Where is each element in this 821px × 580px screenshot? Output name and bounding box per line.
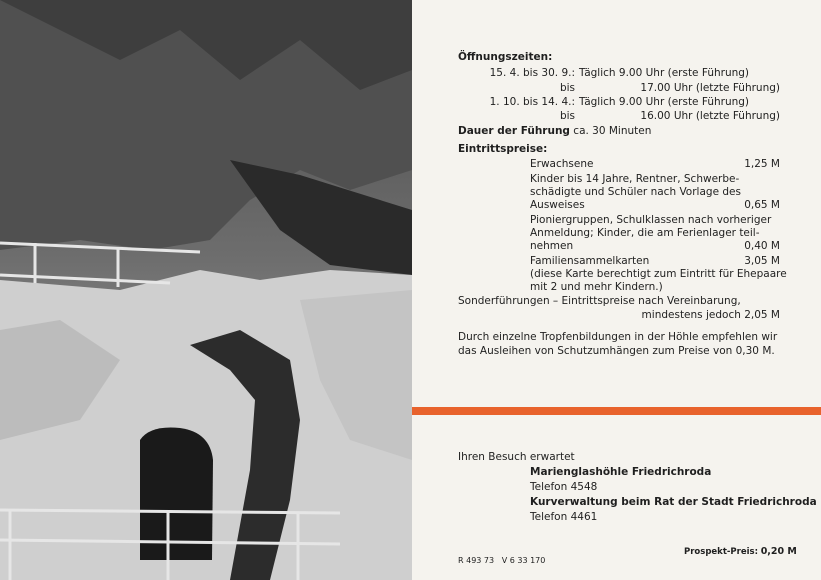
contact-intro: Ihren Besuch erwartet <box>458 451 575 463</box>
hours-period: 1. 10. bis 14. 4.: <box>489 96 575 108</box>
price-item-label: Pioniergruppen, Schulklassen nach vorheriger <box>530 214 772 226</box>
price-item-label: Familiensammelkarten <box>530 255 650 267</box>
price-item-label: Ausweises <box>530 199 585 211</box>
notice: das Ausleihen von Schutzumhängen zum Preise von 0,30 M. <box>458 345 775 357</box>
duration-value: ca. 30 Minuten <box>573 125 652 137</box>
prices-heading: Eintrittspreise: <box>458 143 548 155</box>
hours-desc: 16.00 Uhr (letzte Führung) <box>640 110 780 122</box>
family-note: (diese Karte berechtigt zum Eintritt für Ehepaare <box>530 268 787 280</box>
duration <box>458 125 651 138</box>
hours-desc: Täglich 9.00 Uhr (erste Führung) <box>579 96 750 108</box>
brochure-price <box>684 545 797 559</box>
price-item-label: schädigte und Schüler nach Vorlage des <box>530 186 741 198</box>
hours-heading: Öffnungszeiten: <box>458 51 553 63</box>
hours-desc: Täglich 9.00 Uhr (erste Führung) <box>579 67 750 79</box>
price-item-label: Kinder bis 14 Jahre, Rentner, Schwerbe- <box>530 173 740 185</box>
special-tours: Sonderführungen – Eintrittspreise nach Vereinbarung, <box>458 295 741 307</box>
contact-phone-spa: Telefon 4461 <box>530 511 598 523</box>
orange-divider <box>412 407 821 415</box>
brochure-price-label: Prospekt-Preis: <box>684 547 758 557</box>
price-item-label: Erwachsene <box>530 158 594 170</box>
price-item-value: 3,05 M <box>744 255 780 267</box>
family-note: mit 2 und mehr Kindern.) <box>530 281 663 293</box>
contact-phone-cave: Telefon 4548 <box>530 481 598 493</box>
duration-label: Dauer der Führung <box>458 125 570 137</box>
special-tours-min: mindestens jedoch 2,05 M <box>641 309 780 321</box>
price-item-value: 0,40 M <box>744 240 780 252</box>
price-item-value: 1,25 M <box>744 158 780 170</box>
price-item-label: nehmen <box>530 240 574 252</box>
notice: Durch einzelne Tropfenbildungen in der Höhle empfehlen wir <box>458 331 778 343</box>
print-code: R 493 73 V 6 33 170 <box>458 556 546 565</box>
brochure-price-value: 0,20 M <box>760 546 797 557</box>
contact-org-cave: Marienglashöhle Friedrichroda <box>530 466 712 478</box>
price-item-value: 0,65 M <box>744 199 780 211</box>
hours-desc: 17.00 Uhr (letzte Führung) <box>640 82 780 94</box>
hours-period: bis <box>559 110 575 122</box>
price-item-label: Anmeldung; Kinder, die am Ferienlager teil- <box>530 227 760 239</box>
hours-period: 15. 4. bis 30. 9.: <box>489 67 575 79</box>
hours-period: bis <box>559 82 575 94</box>
contact-org-spa: Kurverwaltung beim Rat der Stadt Friedrichroda <box>530 496 817 508</box>
